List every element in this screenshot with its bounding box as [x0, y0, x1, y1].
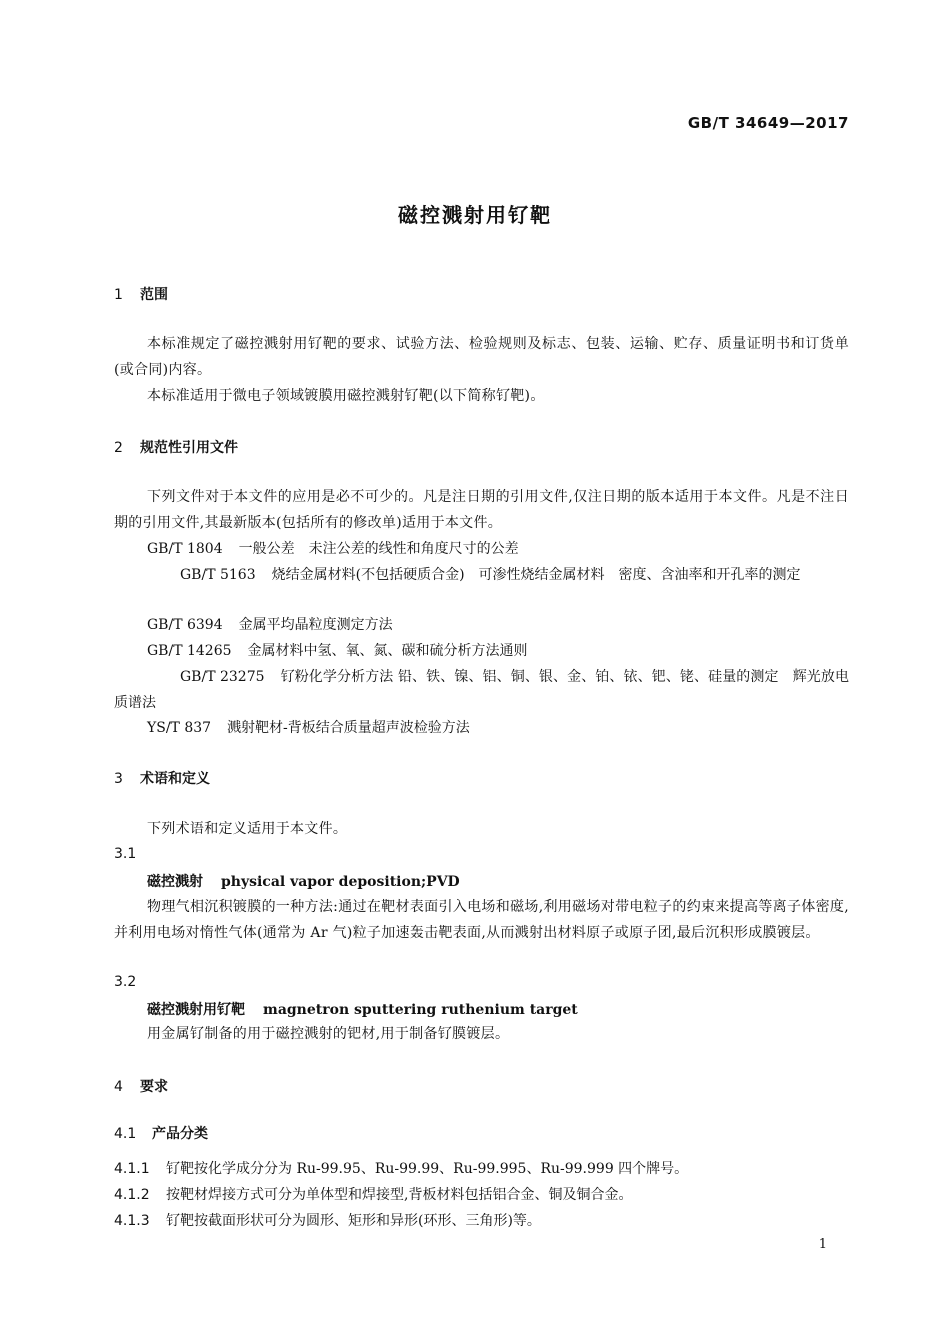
clause-item	[114, 1158, 688, 1178]
reference-code: YS/T 837	[147, 720, 212, 736]
page-number: 1	[818, 1237, 827, 1252]
scope-paragraph-2: 本标准适用于微电子领域镀膜用磁控溅射钌靶(以下简称钌靶)。	[147, 388, 545, 404]
reference-code: GB/T 14265	[147, 643, 232, 659]
clause-item	[114, 1184, 632, 1204]
section-title: 规范性引用文件	[140, 440, 238, 456]
term-english: magnetron sputtering ruthenium target	[263, 1002, 578, 1018]
section-number: 4	[114, 1079, 123, 1095]
reference-code: GB/T 1804	[147, 541, 223, 557]
reference-item	[147, 638, 528, 664]
subsection-number: 4.1	[114, 1126, 137, 1142]
reference-item	[147, 612, 393, 638]
section-2-heading	[114, 437, 238, 457]
clause-text: 钌靶按化学成分分为 Ru-99.95、Ru-99.99、Ru-99.995、Ru-99.999 四个牌号。	[166, 1161, 689, 1177]
term-number: 3.1	[114, 846, 137, 862]
term-heading	[147, 871, 460, 891]
section-1-heading	[114, 284, 168, 304]
reference-title: 溅射靶材-背板结合质量超声波检验方法	[227, 720, 470, 736]
standard-number: GB/T 34649—2017	[687, 114, 849, 132]
reference-item	[114, 562, 849, 588]
reference-item	[147, 715, 470, 741]
term-number: 3.2	[114, 974, 137, 990]
section-number: 1	[114, 287, 123, 303]
reference-code: GB/T 6394	[147, 617, 223, 633]
clause-number: 4.1.2	[114, 1187, 150, 1203]
section-title: 要求	[140, 1079, 168, 1095]
clause-number: 4.1.1	[114, 1161, 150, 1177]
term-english: physical vapor deposition;PVD	[221, 874, 460, 890]
section-title: 范围	[140, 287, 168, 303]
reference-code: GB/T 23275	[180, 669, 265, 685]
section-4-heading	[114, 1076, 168, 1096]
reference-item	[114, 664, 849, 716]
scope-paragraph-1: 本标准规定了磁控溅射用钌靶的要求、试验方法、检验规则及标志、包装、运输、贮存、质量证明书和订货单(或合同)内容。	[114, 336, 849, 378]
section-number: 3	[114, 771, 123, 787]
reference-code: GB/T 5163	[180, 567, 256, 583]
term-heading	[147, 999, 578, 1019]
reference-title: 金属材料中氢、氧、氮、碳和硫分析方法通则	[247, 643, 528, 659]
subsection-4-1-heading	[114, 1123, 208, 1143]
reference-item	[147, 536, 519, 562]
term-chinese: 磁控溅射	[147, 874, 203, 890]
document-title: 磁控溅射用钌靶	[398, 203, 552, 227]
clause-number: 4.1.3	[114, 1213, 150, 1229]
terms-intro: 下列术语和定义适用于本文件。	[147, 821, 348, 837]
normative-intro: 下列文件对于本文件的应用是必不可少的。凡是注日期的引用文件,仅注日期的版本适用于本文件。凡是不注日期的引用文件,其最新版本(包括所有的修改单)适用于本文件。	[114, 489, 849, 531]
term-definition: 用金属钌制备的用于磁控溅射的钯材,用于制备钌膜镀层。	[147, 1026, 510, 1042]
reference-title: 烧结金属材料(不包括硬质合金) 可渗性烧结金属材料 密度、含油率和开孔率的测定	[271, 567, 801, 583]
section-number: 2	[114, 440, 123, 456]
section-3-heading	[114, 768, 210, 788]
reference-title: 金属平均晶粒度测定方法	[238, 617, 393, 633]
section-title: 术语和定义	[140, 771, 210, 787]
term-chinese: 磁控溅射用钌靶	[147, 1002, 245, 1018]
term-definition: 物理气相沉积镀膜的一种方法:通过在靶材表面引入电场和磁场,利用磁场对带电粒子的约束来提高等离子体密度,并利用电场对惰性气体(通常为 Ar 气)粒子加速轰击靶表面,从而溅射出材料原子或原子团,最后沉积形成膜镀层。	[114, 899, 849, 941]
clause-item	[114, 1210, 541, 1230]
reference-title: 一般公差 未注公差的线性和角度尺寸的公差	[238, 541, 519, 557]
clause-text: 钌靶按截面形状可分为圆形、矩形和异形(环形、三角形)等。	[166, 1213, 541, 1229]
subsection-title: 产品分类	[152, 1126, 208, 1142]
clause-text: 按靶材焊接方式可分为单体型和焊接型,背板材料包括铝合金、铜及铜合金。	[166, 1187, 633, 1203]
reference-title: 钌粉化学分析方法 铅、铁、镍、铝、铜、银、金、铂、铱、钯、铑、硅量的测定 辉光放电质谱法	[114, 669, 849, 711]
